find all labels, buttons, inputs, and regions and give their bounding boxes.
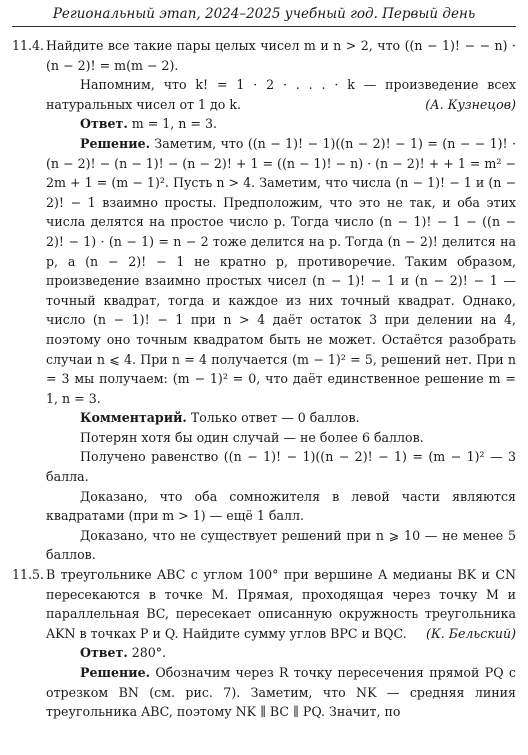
problem-number: 11.4. [12, 38, 45, 53]
criterion-4: Доказано, что не существует решений при n ⩾ 10 — не менее 5 баллов. [46, 527, 516, 563]
document-body [12, 36, 516, 722]
problem-author: (А. Кузнецов) [425, 96, 516, 112]
comment-line [46, 408, 516, 428]
answer-text: m = 1, n = 3. [131, 116, 217, 132]
solution-paragraph [46, 134, 516, 408]
problem-reminder [46, 75, 516, 114]
solution-text: Заметим, что ((n − 1)! − 1)((n − 2)! − 1) = (n − − 1)! · (n − 2)! − (n − 1)! − (n − 2)! + 1 = ((n − 1)! − n) · (n − 2)! + + 1 = m² − 2m + 1 = (m − 1)². Пусть n > 4. Заметим, что числа (n − 1)! − 1 и (n − 2)! − 1 взаимно просты. Предположим, что это не так, и оба этих числа делятся на простое число p. Тогда число (n − 1)! − 1 − ((n − 2)! − 1) · (n − 1) = n − 2 тоже делится на p. Тогда (n − 2)! делится на p, а (n − 2)! − 1 не кратно p, противоречие. Таким образом, произведение взаимно простых чисел (n − 1)! − 1 и (n − 2)! − 1 — точный квадрат, тогда и каждое из них точный квадрат. Однако, число (n − 1)! − 1 при n > 4 даёт остаток 3 при делении на 4, поэтому оно точным квадратом быть не может. Остаётся разобрать случаи n ⩽ 4. При n = 4 получается (m − 1)² = 5, решений нет. При n = 3 мы получаем: (m − 1)² = 0, что даёт единственное решение m = 1, n = 3. [46, 135, 516, 406]
answer-text: 280°. [131, 645, 167, 661]
solution-label: Решение. [80, 135, 150, 151]
reminder-text: Напомним, что k! = 1 · 2 · . . . · k — произведение всех натуральных чисел от 1 до k. [46, 77, 516, 112]
criterion-2: Получено равенство ((n − 1)! − 1)((n − 2)! − 1) = (m − 1)² — 3 балла. [46, 449, 516, 485]
running-header: Региональный этап, 2024–2025 учебный год. Первый день [52, 6, 476, 22]
problem-statement-block [46, 565, 516, 643]
problem-author: (К. Бельский) [426, 625, 516, 641]
problem-11-4 [12, 36, 516, 565]
criterion-3: Доказано, что оба сомножителя в левой части являются квадратами (при m > 1) — ещё 1 балл. [46, 488, 516, 524]
problem-statement: Найдите все такие пары целых чисел m и n > 2, что ((n − 1)! − − n) · (n − 2)! = m(m − 2). [46, 38, 516, 73]
solution-paragraph [46, 663, 516, 722]
criterion-1: Потерян хотя бы один случай — не более 6 баллов. [80, 429, 424, 445]
answer-line [46, 643, 516, 663]
problem-11-5 [12, 565, 516, 722]
comment-label: Комментарий. [80, 410, 187, 426]
answer-label: Ответ. [80, 645, 128, 661]
header-rule [12, 26, 516, 27]
answer-line [46, 114, 516, 134]
answer-label: Ответ. [80, 116, 128, 132]
solution-label: Решение. [80, 665, 150, 680]
solution-text: Обозначим через R точку пересечения прямой PQ с отрезком BN (см. рис. 7). Заметим, что NK — средняя линия треугольника ABC, поэтому NK ∥ BC ∥ PQ. Значит, по [46, 665, 516, 720]
comment-text: Только ответ — 0 баллов. [190, 410, 360, 426]
problem-statement: В треугольнике ABC с углом 100° при вершине A медианы BK и CN пересекаются в точке M. Прямая, проходящая через точку M и параллельная BC, пересекает описанную окружность треугольника AKN в точках P и Q. Найдите сумму углов BPC и BQC. [46, 567, 516, 641]
problem-number: 11.5. [12, 567, 45, 583]
